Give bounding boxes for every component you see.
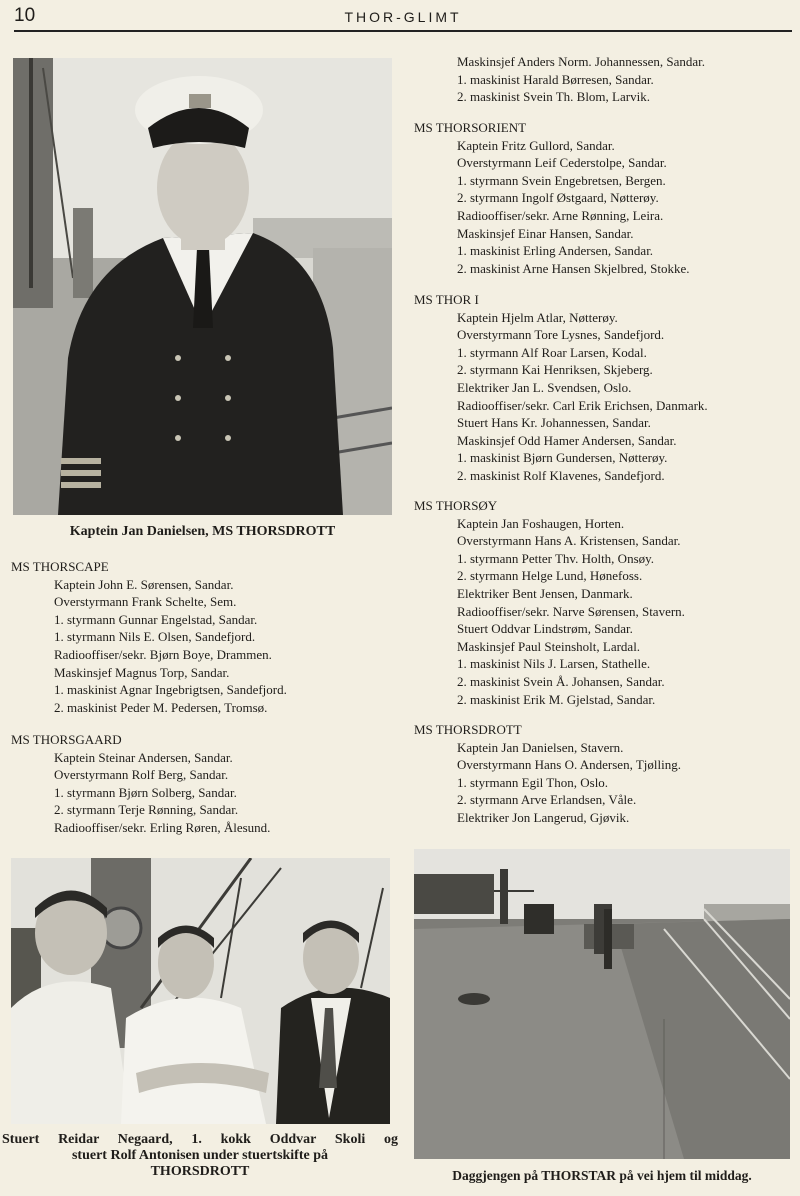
stewards-photo bbox=[11, 858, 390, 1124]
deck-photo-image bbox=[414, 849, 790, 1159]
crew-line: 1. styrmann Nils E. Olsen, Sandefjord. bbox=[54, 629, 256, 645]
ship-section-continued bbox=[414, 53, 705, 106]
crew-line: 2. styrmann Ingolf Østgaard, Nøtterøy. bbox=[457, 190, 659, 206]
crew-line: Radiooffiser/sekr. Narve Sørensen, Stavern. bbox=[457, 603, 685, 619]
crew-line: Radiooffiser/sekr. Bjørn Boye, Drammen. bbox=[54, 646, 272, 662]
crew-line: Overstyrmann Tore Lysnes, Sandefjord. bbox=[457, 327, 665, 343]
crew-line: 2. maskinist Rolf Klavenes, Sandefjord. bbox=[457, 467, 665, 483]
crew-line: Maskinsjef Magnus Torp, Sandar. bbox=[54, 664, 230, 680]
stewards-photo-image bbox=[11, 858, 390, 1124]
crew-line: Stuert Oddvar Lindstrøm, Sandar. bbox=[457, 621, 633, 637]
crew-line: Kaptein Fritz Gullord, Sandar. bbox=[457, 137, 615, 153]
ship-section-thorsdrott bbox=[414, 721, 681, 827]
crew-line: Radiooffiser/sekr. Carl Erik Erichsen, Danmark. bbox=[457, 397, 708, 413]
crew-line: 1. styrmann Svein Engebretsen, Bergen. bbox=[457, 172, 666, 188]
crew-line: 1. styrmann Alf Roar Larsen, Kodal. bbox=[457, 344, 647, 360]
crew-line: Maskinsjef Odd Hamer Andersen, Sandar. bbox=[457, 432, 677, 448]
crew-line: Overstyrmann Rolf Berg, Sandar. bbox=[54, 767, 229, 783]
captain-photo bbox=[13, 58, 392, 515]
crew-line: 2. maskinist Svein Å. Johansen, Sandar. bbox=[457, 673, 665, 689]
crew-line: 1. maskinist Agnar Ingebrigtsen, Sandefjord. bbox=[54, 682, 287, 698]
ship-section-thorsgaard bbox=[11, 731, 270, 837]
page-header bbox=[14, 4, 792, 32]
crew-line: 2. maskinist Arne Hansen Skjelbred, Stokke. bbox=[457, 260, 690, 276]
crew-line: 1. styrmann Egil Thon, Oslo. bbox=[457, 774, 609, 790]
crew-line: Radiooffiser/sekr. Erling Røren, Ålesund. bbox=[54, 819, 271, 835]
ship-name: MS THORSCAPE bbox=[11, 559, 109, 574]
crew-line: Overstyrmann Hans O. Andersen, Tjølling. bbox=[457, 757, 681, 773]
crew-line: Elektriker Jon Langerud, Gjøvik. bbox=[457, 809, 630, 825]
crew-line: 1. maskinist Erling Andersen, Sandar. bbox=[457, 243, 654, 259]
captain-caption: Kaptein Jan Danielsen, MS THORSDROTT bbox=[69, 524, 336, 539]
ship-name: MS THORSDROTT bbox=[414, 722, 522, 737]
crew-line: 2. styrmann Kai Henriksen, Skjeberg. bbox=[457, 362, 653, 378]
stewards-caption bbox=[2, 1132, 398, 1180]
ship-section-thor-i bbox=[414, 291, 708, 485]
crew-line: 1. styrmann Bjørn Solberg, Sandar. bbox=[54, 784, 237, 800]
crew-line: 1. maskinist Harald Børresen, Sandar. bbox=[457, 71, 654, 87]
ship-name: MS THOR I bbox=[414, 292, 479, 307]
deck-photo bbox=[414, 849, 790, 1159]
crew-line: Maskinsjef Einar Hansen, Sandar. bbox=[457, 225, 634, 241]
crew-line: 2. styrmann Helge Lund, Hønefoss. bbox=[457, 568, 643, 584]
crew-line: Maskinsjef Anders Norm. Johannessen, Sandar. bbox=[457, 54, 706, 69]
crew-line: Radiooffiser/sekr. Arne Rønning, Leira. bbox=[457, 207, 664, 223]
crew-line: Elektriker Jan L. Svendsen, Oslo. bbox=[457, 379, 632, 395]
ship-name: MS THORSØY bbox=[414, 498, 498, 513]
crew-line: Maskinsjef Paul Steinsholt, Lardal. bbox=[457, 638, 641, 654]
deck-caption: Daggjengen på THORSTAR på vei hjem til middag. bbox=[452, 1168, 752, 1183]
ship-section-thorsorient bbox=[414, 119, 690, 277]
crew-line: 2. styrmann Terje Rønning, Sandar. bbox=[54, 802, 239, 818]
crew-line: Kaptein John E. Sørensen, Sandar. bbox=[54, 576, 234, 592]
ship-name: MS THORSORIENT bbox=[414, 120, 527, 135]
crew-line: 2. styrmann Arve Erlandsen, Våle. bbox=[457, 792, 637, 808]
stewards-caption-line-3: THORSDROTT bbox=[150, 1164, 250, 1179]
crew-line: Overstyrmann Leif Cederstolpe, Sandar. bbox=[457, 155, 667, 171]
stewards-caption-line-2: stuert Rolf Antonisen under stuertskifte på bbox=[71, 1148, 329, 1163]
crew-line: 2. maskinist Svein Th. Blom, Larvik. bbox=[457, 89, 650, 105]
crew-line: Overstyrmann Frank Schelte, Sem. bbox=[54, 594, 237, 610]
crew-line: Stuert Hans Kr. Johannessen, Sandar. bbox=[457, 415, 651, 431]
crew-line: Elektriker Bent Jensen, Danmark. bbox=[457, 585, 633, 601]
crew-line: Overstyrmann Hans A. Kristensen, Sandar. bbox=[457, 533, 681, 549]
crew-line: 1. styrmann Petter Thv. Holth, Onsøy. bbox=[457, 550, 655, 566]
crew-line: Kaptein Hjelm Atlar, Nøtterøy. bbox=[457, 309, 618, 325]
crew-line: 1. maskinist Nils J. Larsen, Stathelle. bbox=[457, 656, 651, 672]
page-number: 10 bbox=[14, 5, 36, 26]
crew-line: Kaptein Steinar Andersen, Sandar. bbox=[54, 749, 233, 765]
crew-line: 1. maskinist Bjørn Gundersen, Nøtterøy. bbox=[457, 450, 668, 466]
stewards-caption-line-1: Stuert Reidar Negaard, 1. kokk Oddvar Skoli og bbox=[2, 1132, 398, 1147]
ship-section-thorsoy bbox=[414, 497, 685, 708]
ship-section-thorscape bbox=[11, 558, 287, 716]
crew-line: 2. maskinist Erik M. Gjelstad, Sandar. bbox=[457, 691, 656, 707]
captain-photo-image bbox=[13, 58, 392, 515]
crew-line: Kaptein Jan Foshaugen, Horten. bbox=[457, 515, 625, 531]
crew-line: 2. maskinist Peder M. Pedersen, Tromsø. bbox=[54, 699, 268, 715]
crew-line: 1. styrmann Gunnar Engelstad, Sandar. bbox=[54, 611, 258, 627]
ship-name: MS THORSGAARD bbox=[11, 732, 122, 747]
magazine-title: THOR-GLIMT bbox=[344, 9, 462, 25]
crew-line: Kaptein Jan Danielsen, Stavern. bbox=[457, 739, 624, 755]
